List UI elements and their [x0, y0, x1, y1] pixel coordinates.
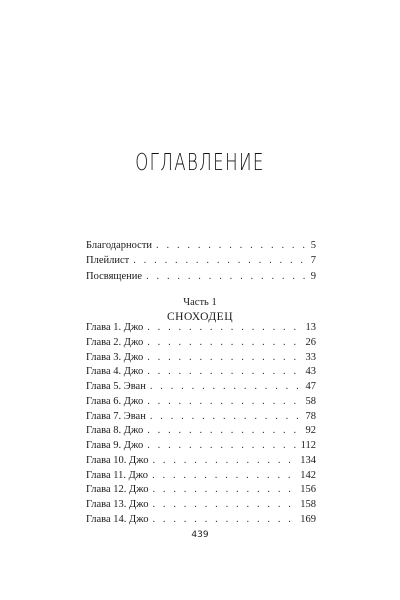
toc-entry	[86, 321, 316, 336]
toc-entry-page: 9	[310, 270, 316, 282]
toc-entry-label: Глава 14. Джо	[86, 513, 149, 525]
toc-entry-label: Глава 7. Эван	[86, 410, 146, 422]
toc-entry-label: Глава 2. Джо	[86, 336, 144, 348]
page-number: 439	[191, 530, 209, 540]
toc-entry	[86, 269, 316, 284]
dot-leader	[147, 424, 301, 439]
dot-leader	[133, 253, 307, 268]
toc-entry	[86, 336, 316, 351]
toc-entry-label: Глава 12. Джо	[86, 484, 149, 496]
page-title: ОГЛАВЛЕНИЕ	[135, 150, 265, 176]
dot-leader	[152, 483, 296, 498]
toc-entry-label: Посвящение	[86, 270, 143, 282]
toc-entry	[86, 380, 316, 395]
toc-entry-label: Глава 13. Джо	[86, 499, 149, 510]
dot-leader	[152, 498, 296, 513]
toc-entry-label: Глава 10. Джо	[86, 454, 149, 466]
toc-entry-page: 13	[305, 322, 316, 333]
toc-entry-label: Глава 3. Джо	[86, 351, 144, 363]
dot-leader	[146, 269, 307, 284]
toc-entry	[86, 351, 316, 366]
toc-entry-label: Глава 6. Джо	[86, 395, 144, 407]
toc-entry	[86, 410, 316, 425]
toc-entry	[86, 238, 316, 253]
toc-entry-label: Глава 9. Джо	[86, 440, 144, 451]
dot-leader	[147, 336, 301, 351]
toc-entry-label: Глава 8. Джо	[86, 425, 144, 437]
toc-entry-page: 26	[305, 336, 316, 348]
toc-entry	[86, 395, 316, 410]
dot-leader	[147, 321, 301, 336]
toc-entry	[86, 483, 316, 498]
dot-leader	[147, 351, 301, 366]
front-matter-list	[86, 238, 316, 284]
dot-leader	[152, 513, 296, 528]
toc-entry-page: 92	[305, 425, 316, 437]
toc-entry-page: 43	[305, 366, 316, 378]
toc-entry-label: Глава 5. Эван	[86, 381, 146, 392]
toc-entry-page: 47	[305, 381, 316, 392]
part-heading: Часть 1	[183, 297, 217, 308]
toc-entry-page: 58	[305, 395, 316, 407]
toc-entry-label: Глава 11. Джо	[86, 469, 149, 481]
toc-entry-page: 134	[300, 454, 316, 466]
dot-leader	[147, 365, 301, 380]
toc-entry-label: Глава 4. Джо	[86, 366, 144, 378]
toc-entry-label: Благодарности	[86, 240, 153, 251]
toc-entry-page: 156	[300, 484, 316, 496]
toc-entry-page: 158	[300, 499, 316, 510]
toc-entry	[86, 253, 316, 268]
dot-leader	[147, 439, 296, 454]
part-name: СНОХОДЕЦ	[166, 311, 233, 323]
toc-entry-page: 5	[310, 240, 316, 251]
toc-entry	[86, 439, 316, 454]
dot-leader	[156, 238, 307, 253]
dot-leader	[150, 410, 302, 425]
dot-leader	[152, 469, 296, 484]
toc-entry-label: Плейлист	[86, 255, 130, 267]
toc-entry-page: 169	[300, 513, 316, 525]
toc-entry-page: 78	[305, 410, 316, 422]
toc-entry-label: Глава 1. Джо	[86, 322, 144, 333]
toc-entry	[86, 498, 316, 513]
toc-entry	[86, 424, 316, 439]
chapter-list	[86, 321, 316, 528]
toc-entry-page: 7	[310, 255, 316, 267]
toc-entry	[86, 513, 316, 528]
toc-entry-page: 142	[300, 469, 316, 481]
dot-leader	[150, 380, 302, 395]
toc-entry	[86, 469, 316, 484]
toc-entry	[86, 454, 316, 469]
dot-leader	[147, 395, 301, 410]
toc-entry	[86, 365, 316, 380]
toc-entry-page: 112	[300, 440, 316, 451]
toc-entry-page: 33	[305, 351, 316, 363]
dot-leader	[152, 454, 296, 469]
